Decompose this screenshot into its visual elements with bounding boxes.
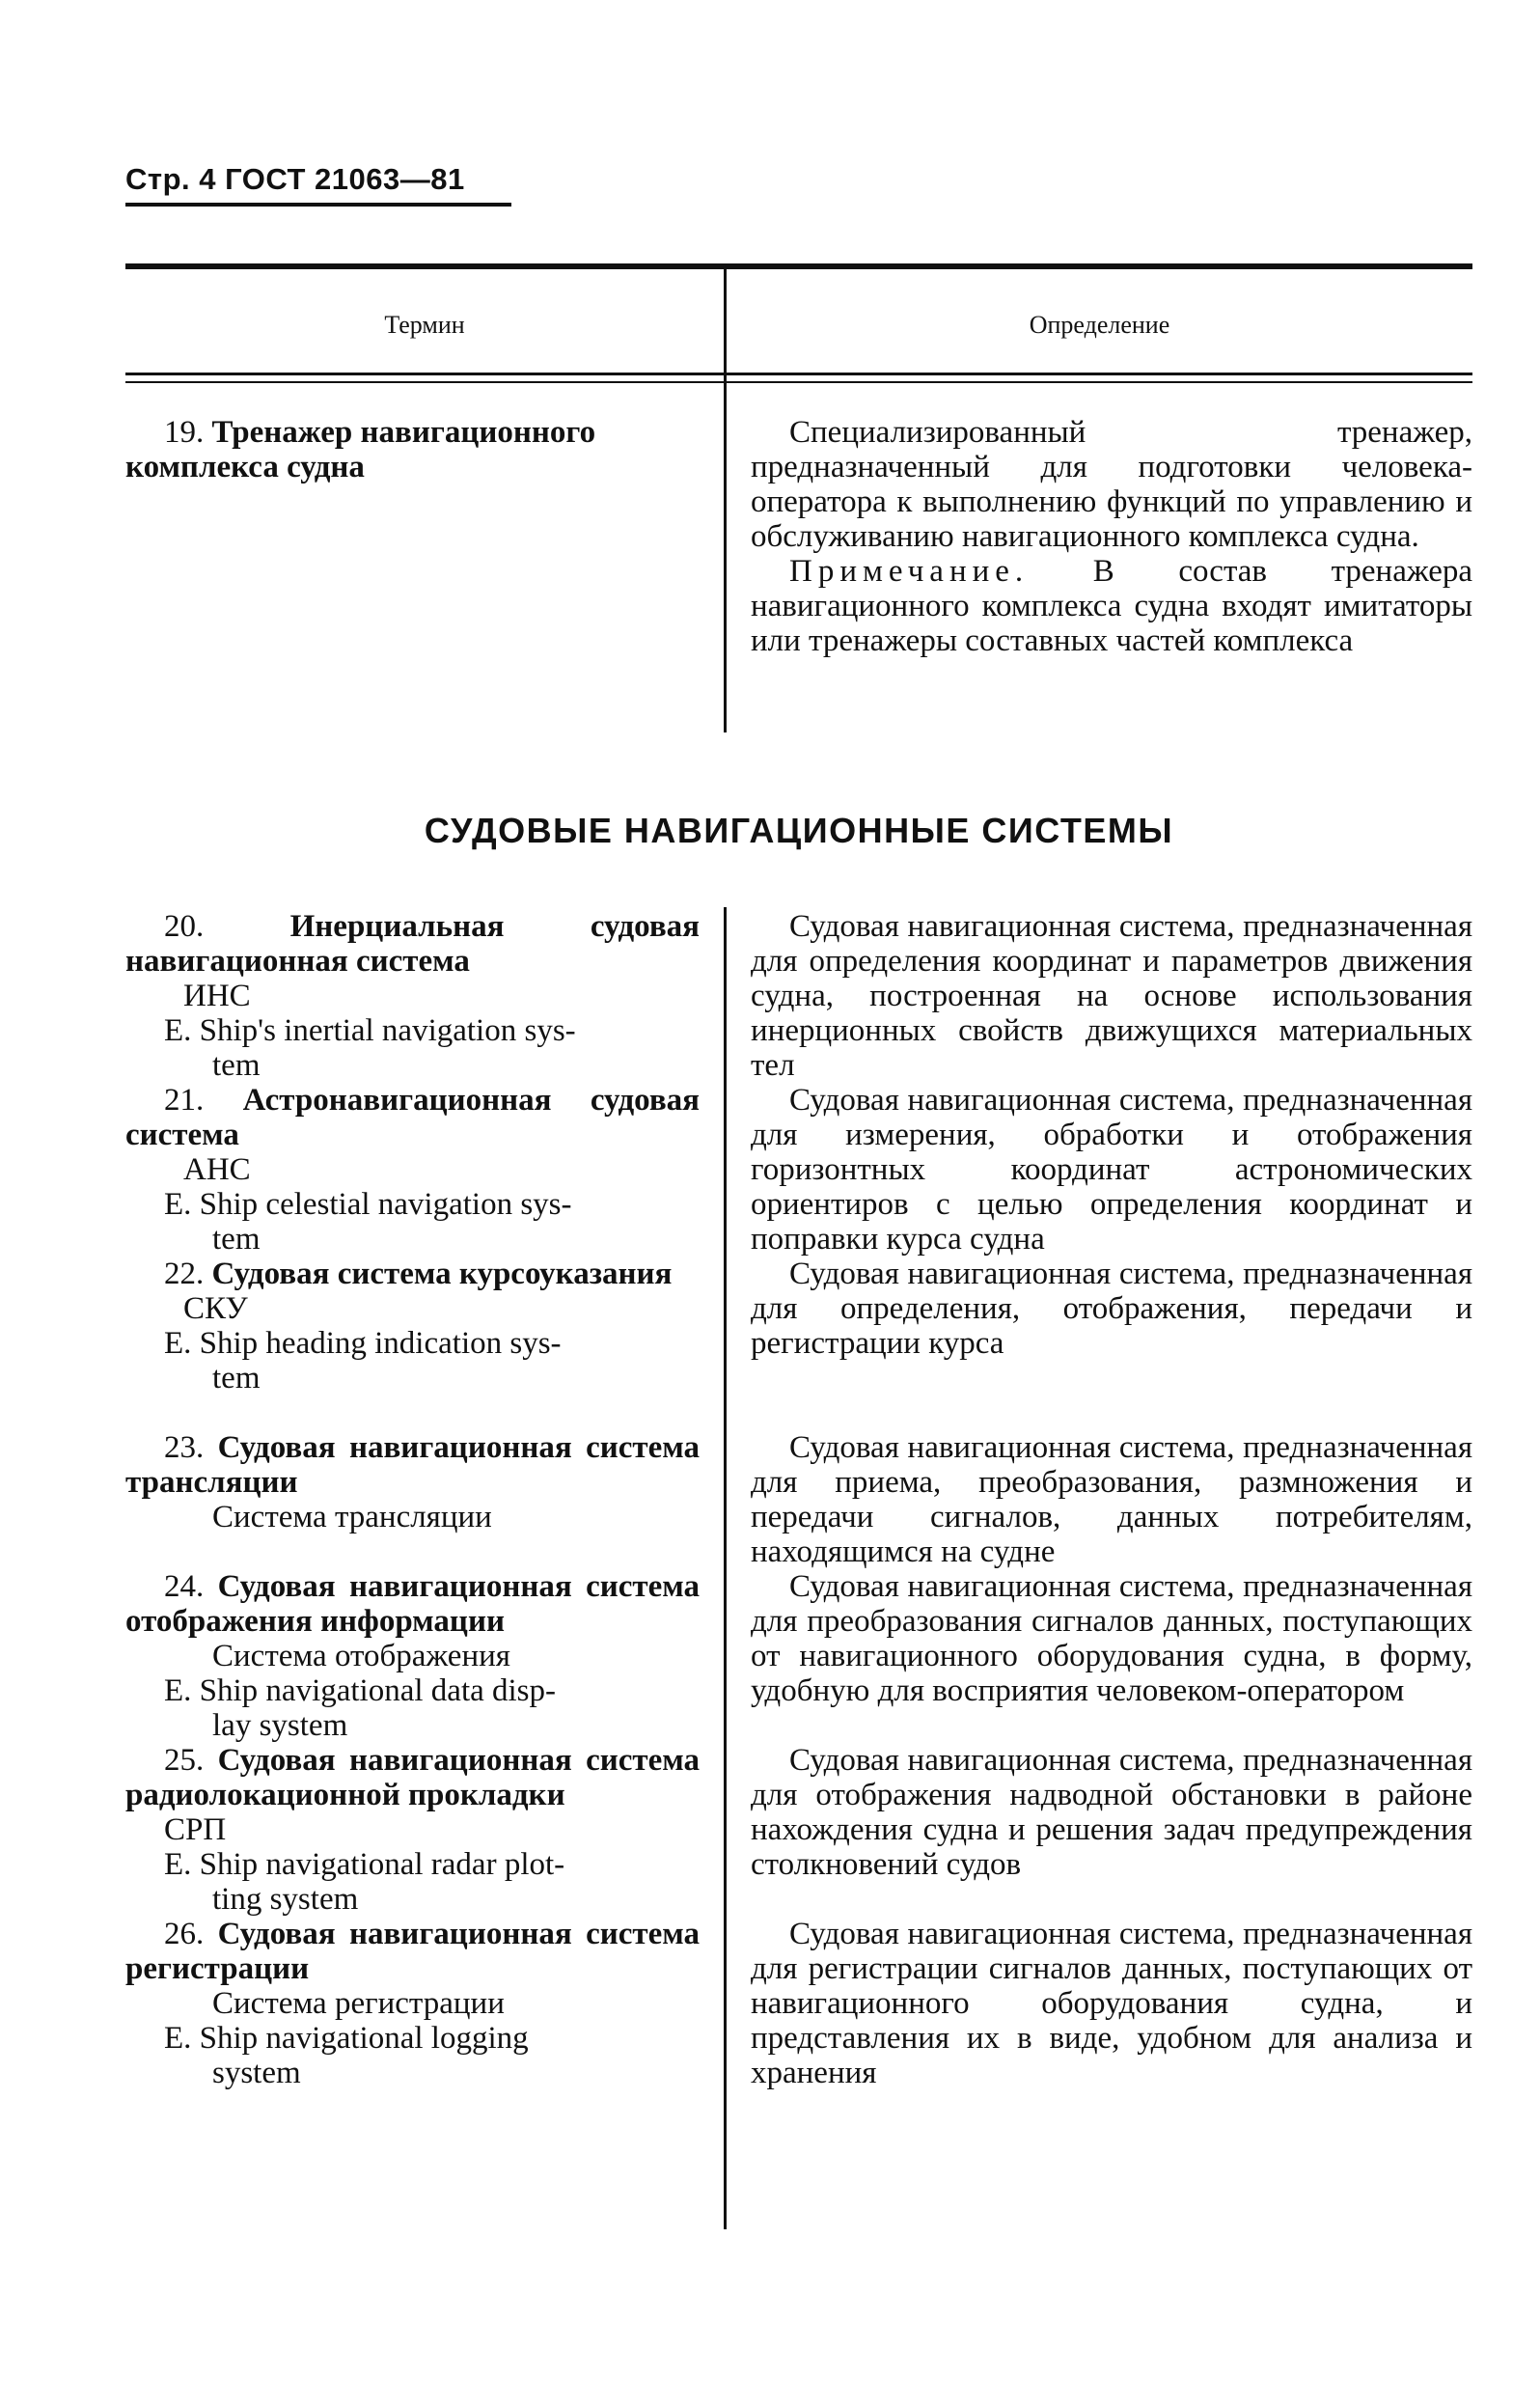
term-abbreviation: СРП: [164, 1812, 227, 1847]
term-entry-21: [125, 1083, 700, 1257]
column-header-definition: Определение: [1029, 311, 1170, 339]
term-entry-25: [125, 1743, 700, 1917]
definition-entry-20: Судовая навигационная система, предназначенная для определения координат и параметров движения судна, построенная на основе использования инерционных свойств движущихся материальных тел: [751, 909, 1472, 1083]
section-title: СУДОВЫЕ НАВИГАЦИОННЫЕ СИСТЕМЫ: [424, 811, 1174, 850]
term-short-name: Система трансляции: [212, 1500, 492, 1534]
term-abbreviation: АНС: [183, 1152, 251, 1187]
term-title-line1: Тренажер навигационного: [211, 415, 596, 450]
term-entry-22: [125, 1257, 700, 1395]
term-number: 23.: [164, 1430, 205, 1465]
term-english: E. Ship heading indication sys- tem: [164, 1326, 562, 1395]
term-title: Судовая навигационная система радиолокационной прокладки: [125, 1743, 701, 1812]
term-entry-26: [125, 1917, 700, 2090]
term-title-line2: комплекса судна: [125, 450, 365, 484]
definition-entry-25: Судовая навигационная система, предназначенная для отображения надводной обстановки в районе нахождения судна и решения задач предупреждения столкновений судов: [751, 1743, 1472, 1882]
term-number: 24.: [164, 1569, 205, 1604]
term-title: Судовая навигационная система регистрации: [125, 1917, 701, 1986]
term-title: Судовая система курсоуказания: [211, 1257, 673, 1291]
term-title: Судовая навигационная система трансляции: [125, 1430, 701, 1500]
definition-entry-24: Судовая навигационная система, предназначенная для преобразования сигналов данных, поступающих от навигационного оборудования судна, в форму, удобную для восприятия человеком-оператором: [751, 1569, 1472, 1708]
term-english: E. Ship's inertial navigation sys- tem: [164, 1013, 576, 1083]
term-number: 22.: [164, 1257, 205, 1291]
term-short-name: Система регистрации: [212, 1986, 505, 2021]
term-title: Астронавигационная судовая система: [125, 1083, 701, 1152]
term-entry-24: [125, 1569, 700, 1743]
column-divider-bottom: [724, 907, 727, 2229]
term-number: 25.: [164, 1743, 205, 1778]
term-number: 19.: [164, 415, 205, 450]
note-text: В состав тренажера навигационного комплекса судна входят имитаторы или тренажеры составных частей комплекса: [751, 554, 1473, 658]
term-english: E. Ship navigational logging system: [164, 2021, 529, 2090]
term-number: 21.: [164, 1083, 205, 1118]
term-english: E. Ship celestial navigation sys- tem: [164, 1187, 572, 1257]
definition-text: Специализированный тренажер, предназначенный для подготовки человека-оператора к выполнению функций по управлению и обслуживанию навигационного комплекса судна.: [751, 415, 1472, 554]
term-number: 26.: [164, 1917, 205, 1951]
running-header: Стр. 4 ГОСТ 21063—81: [125, 162, 465, 196]
term-english: E. Ship navigational radar plot- ting system: [164, 1847, 565, 1917]
column-divider-top: [724, 269, 727, 732]
definition-entry-19: [751, 415, 1472, 658]
term-abbreviation: СКУ: [183, 1291, 248, 1326]
note-label: Примечание.: [789, 554, 1030, 589]
definition-entry-26: Судовая навигационная система, предназначенная для регистрации сигналов данных, поступающих от навигационного оборудования судна, и представления их в виде, удобном для анализа и хранения: [751, 1917, 1472, 2090]
term-number: 20.: [164, 909, 205, 944]
term-entry-19: [125, 415, 700, 484]
term-entry-20: [125, 909, 700, 1083]
table-top-rule: [125, 263, 1472, 269]
header-rule: [125, 203, 511, 207]
term-entry-23: [125, 1430, 700, 1534]
term-title: Судовая навигационная система отображения информации: [125, 1569, 701, 1639]
definition-entry-23: Судовая навигационная система, предназначенная для приема, преобразования, размножения и передачи сигналов, данных потребителям, находящимся на судне: [751, 1430, 1472, 1569]
column-header-term: Термин: [384, 311, 465, 339]
term-title: Инерциальная судовая навигационная система: [125, 909, 701, 979]
table-header-rule: [125, 373, 1472, 375]
term-abbreviation: ИНС: [183, 979, 251, 1013]
definition-entry-21: Судовая навигационная система, предназначенная для измерения, обработки и отображения горизонтных координат астрономических ориентиров с целью определения координат и поправки курса судна: [751, 1083, 1472, 1257]
table-header-rule-double: [125, 381, 1472, 383]
definition-entry-22: Судовая навигационная система, предназначенная для определения, отображения, передачи и регистрации курса: [751, 1257, 1472, 1361]
term-english: E. Ship navigational data disp- lay system: [164, 1673, 557, 1743]
term-short-name: Система отображения: [212, 1639, 510, 1673]
